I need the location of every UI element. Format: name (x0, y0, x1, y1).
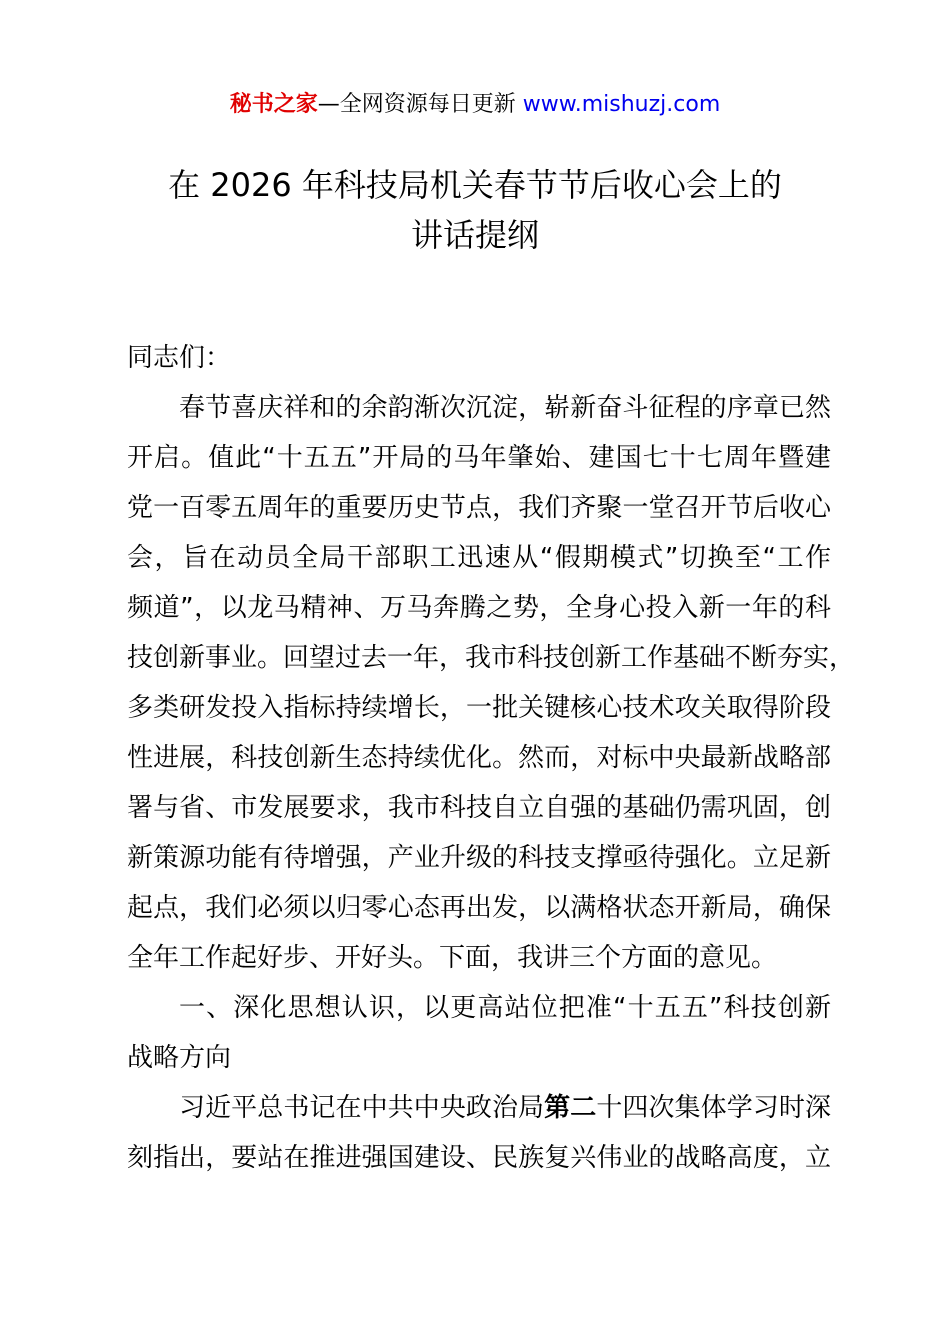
paragraph-line: 会，旨在动员全局干部职工迅速从“假期模式”切换至“工作 (127, 543, 831, 573)
paragraph-line: 党一百零五周年的重要历史节点，我们齐聚一堂召开节后收心 (127, 493, 831, 523)
paragraph-line: 刻指出，要站在推进强国建设、民族复兴伟业的战略高度，立 (127, 1143, 831, 1173)
paragraph-line: 多类研发投入指标持续增长，一批关键核心技术攻关取得阶段 (127, 693, 831, 723)
paragraph-intro (127, 383, 856, 983)
heading-line: 战略方向 (127, 1043, 232, 1073)
heading-line: 一、深化思想认识，以更高站位把准“十五五”科技创新 (179, 993, 831, 1023)
site-header (0, 88, 950, 122)
title-line-1: 在 2026 年科技局机关春节节后收心会上的 (168, 166, 782, 204)
paragraph-line: 技创新事业。回望过去一年，我市科技创新工作基础不断夯实， (127, 643, 856, 673)
paragraph-line: 春节喜庆祥和的余韵渐次沉淀，崭新奋斗征程的序章已然 (179, 393, 831, 423)
paragraph-line (127, 1083, 831, 1133)
text-run: 习近平总书记在中共中央政治局 (179, 1093, 545, 1123)
brand-name: 秘书之家 (229, 92, 318, 117)
paragraph-line: 开启。值此“十五五”开局的马年肇始、建国七十七周年暨建 (127, 443, 831, 473)
document-body (127, 333, 856, 1183)
document-title (0, 160, 950, 260)
paragraph-line: 新策源功能有待增强，产业升级的科技支撑亟待强化。立足新 (127, 843, 831, 873)
paragraph-line: 起点，我们必须以归零心态再出发，以满格状态开新局，确保 (127, 893, 831, 923)
paragraph-line: 全年工作起好步、开好头。下面，我讲三个方面的意见。 (127, 943, 778, 973)
paragraph-line: 频道”，以龙马精神、万马奔腾之势，全身心投入新一年的科 (127, 593, 831, 623)
site-tagline: —全网资源每日更新 (317, 92, 523, 117)
paragraph-line: 署与省、市发展要求，我市科技自立自强的基础仍需巩固，创 (127, 793, 831, 823)
title-line-2: 讲话提纲 (410, 216, 539, 254)
salutation: 同志们： (127, 343, 232, 373)
bold-text-run: 第二 (544, 1093, 597, 1123)
section-heading-1 (127, 983, 831, 1083)
paragraph-section-1 (127, 1083, 831, 1183)
site-url-link[interactable]: www.mishuzj.com (522, 92, 721, 117)
text-run: 十四次集体学习时深 (596, 1093, 831, 1123)
paragraph-line: 性进展，科技创新生态持续优化。然而，对标中央最新战略部 (127, 743, 831, 773)
